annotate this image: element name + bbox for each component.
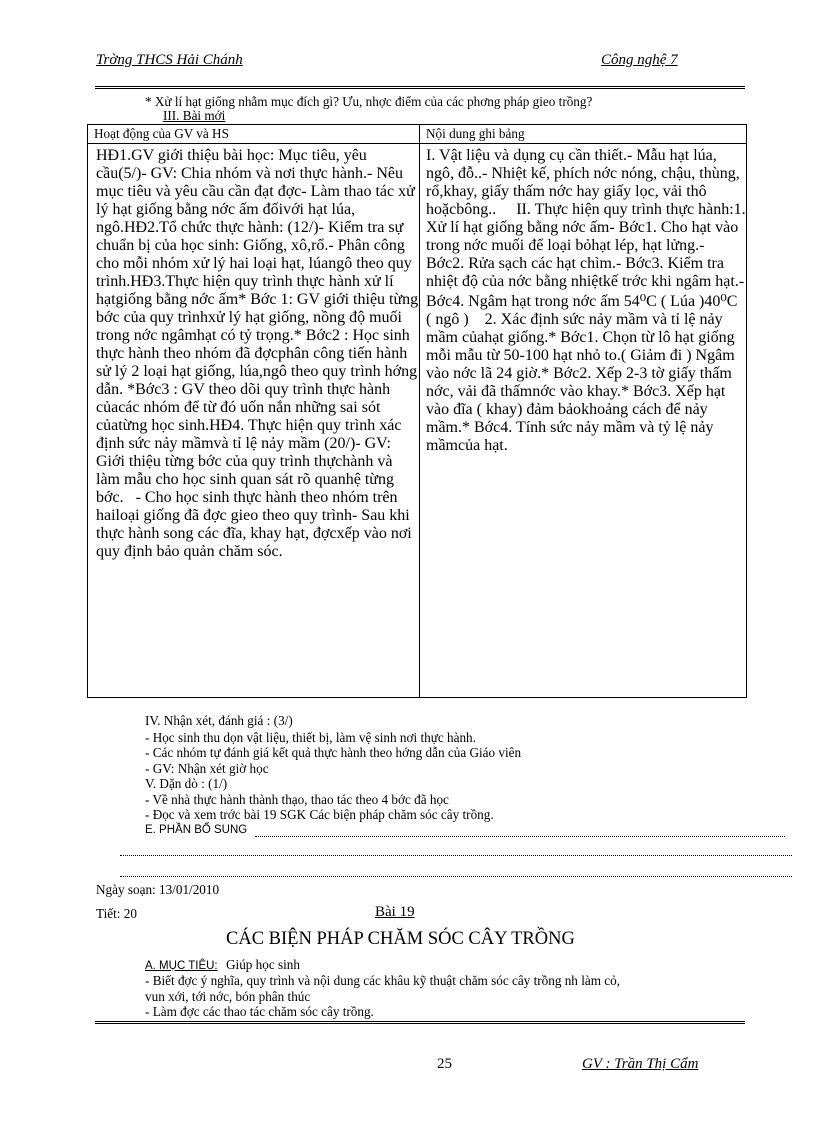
school-name: Trờng THCS Hải Chánh bbox=[96, 52, 243, 68]
board-content-line: nớc vào khay. bbox=[532, 383, 621, 400]
teacher-activity-line: - Làm thao tác xử lý hạt giống bằng nớc ấm đối bbox=[96, 183, 415, 218]
teacher-activity-line: - GV: Chia nhóm và nơi thực hành. bbox=[141, 165, 367, 182]
supplement-line-2 bbox=[120, 855, 792, 856]
board-content-line: của hạt. bbox=[458, 437, 508, 454]
teacher-activity-line: giống bằng nớc ấm bbox=[115, 291, 239, 308]
col2-header: Nội dung ghi bảng bbox=[426, 126, 525, 141]
subject-name: Công nghệ 7 bbox=[601, 52, 678, 68]
teacher-activity-line: xử lý hạt giống, nồng độ muối trong nớc ngâm bbox=[96, 309, 402, 344]
teacher-activity-line: (5/) bbox=[118, 165, 142, 182]
board-content-line: * Bớc3. Xếp hạt vào đĩa ( khay) đảm bảo bbox=[426, 383, 726, 418]
board-content-line: - Bớc1. Cho hạt vào trong nớc muối để loại bỏ bbox=[426, 219, 739, 254]
footer-rule bbox=[95, 1021, 745, 1024]
teacher-activity-line: - Phân công cho mỗi nhóm xử lý hai loại hạt, lúa bbox=[96, 237, 405, 272]
teacher-activity-line: * Bớc 1: GV giới thiệu từng bớc của quy trình bbox=[96, 291, 419, 326]
board-content-line: 100 hạt nhỏ to. bbox=[524, 347, 621, 364]
teacher-activity-line: rổ. bbox=[311, 237, 329, 254]
teacher-activity-line: hệ từng bớc. bbox=[96, 471, 394, 506]
teacher-activity-line: * Bớc2 : Học sinh thực hành theo nhóm đã đợc bbox=[96, 327, 410, 362]
board-content bbox=[420, 144, 746, 455]
lesson-number: Bài 19 bbox=[375, 904, 415, 920]
section-4-title: IV. Nhận xét, đánh giá : (3/) bbox=[145, 713, 293, 728]
section-4-item-1: - Học sinh thu dọn vật liệu, thiết bị, làm vệ sinh nơi thực hành. bbox=[145, 730, 476, 745]
section-5-title: V. Dặn dò : (1/) bbox=[145, 776, 228, 791]
col1-header: Hoạt động của GV và HS bbox=[94, 126, 229, 141]
teacher-activity-line: với hạt lúa, ngô. bbox=[96, 201, 356, 236]
board-content-line: 2. Xác định sức nảy mầm và tỉ lệ nảy mầm của bbox=[426, 311, 723, 346]
section-4-item-3: - GV: Nhận xét giờ học bbox=[145, 761, 269, 776]
teacher-activity-line: hạt có tỷ trọng. bbox=[196, 327, 294, 344]
teacher-activity-line: - Sau khi thực hành song các đĩa, khay hạt, đợc bbox=[96, 507, 410, 542]
board-content-line: hạt giống. bbox=[484, 329, 549, 346]
col2-header-cell bbox=[420, 125, 747, 144]
board-content-line: I. Vật liệu và dụng cụ cần thiết. bbox=[426, 147, 627, 164]
board-content-line: - Bớc2. Rửa sạch các hạt chìm. bbox=[426, 237, 705, 272]
board-content-line: bông.. bbox=[456, 201, 497, 218]
teacher-activity-line: HĐ3.Thực hiện quy trình thực hành xử lí hạt bbox=[96, 273, 394, 308]
teacher-activity-cell bbox=[88, 144, 420, 698]
teacher-activity-line: *Bớc3 : GV theo dõi quy trình thực hành của bbox=[96, 381, 391, 416]
teacher-activity-line: HĐ1.GV giới thiệu bài học: Mục tiêu, yêu cầu bbox=[96, 147, 367, 182]
teacher-activity-line: các nhóm để từ đó uốn nắn những sai sót của bbox=[96, 399, 381, 434]
teacher-activity-line: từng học sinh. bbox=[118, 417, 210, 434]
lesson-table bbox=[87, 124, 747, 698]
teacher-name: GV : Trần Thị Cẩm bbox=[582, 1056, 699, 1072]
teacher-activity-line: loại giống đã đợc gieo theo quy trình bbox=[115, 507, 352, 524]
objective-line-2: vun xới, tới nớc, bón phân thúc bbox=[145, 989, 311, 1004]
period-number: Tiết: 20 bbox=[96, 906, 137, 921]
board-content-line: * Bớc1. Chọn từ lô hạt giống mỗi mẫu từ 50- bbox=[426, 329, 735, 364]
supplement-line-1 bbox=[255, 836, 785, 837]
board-content-cell bbox=[420, 144, 747, 698]
board-content-line: * Bớc4. Tính sức nảy mầm và tỷ lệ nảy mầm bbox=[426, 419, 714, 454]
teacher-activity-line: HĐ4. Thực hiện quy trình xác định sức nảy mầm bbox=[96, 417, 402, 452]
objective-label: A. MỤC TIÊU: bbox=[145, 960, 218, 972]
lesson-title: CÁC BIỆN PHÁP CHĂM SÓC CÂY TRỒNG bbox=[226, 929, 575, 949]
section-3-title: III. Bài mới bbox=[163, 108, 226, 123]
teacher-activity-line: - Kiểm tra sự chuẩn bị của học sinh: Giống, xô, bbox=[96, 219, 404, 254]
review-question: * Xử lí hạt giống nhằm mục đích gì? Ưu, nhợc điểm của các phơng pháp gieo trồng? bbox=[145, 94, 593, 109]
board-content-line: 40⁰C ( ngô ) bbox=[426, 293, 738, 328]
section-4-item-2: - Các nhóm tự đánh giá kết quả thực hành theo hớng dẫn của Giáo viên bbox=[145, 745, 522, 760]
teacher-activity-line: ngô theo quy trình. bbox=[96, 255, 412, 290]
teacher-activity-line: xếp vào nơi quy định bảo quản chăm sóc. bbox=[96, 525, 412, 560]
prep-date: Ngày soạn: 13/01/2010 bbox=[96, 882, 220, 897]
teacher-activity-line: HĐ2.Tổ chức thực hành: (12/) bbox=[124, 219, 319, 236]
supplement-line-3 bbox=[120, 876, 792, 877]
header-rule bbox=[95, 86, 745, 89]
board-content-line: - Bớc3. Kiểm tra nhiệt độ của nớc bằng nhiệt bbox=[426, 255, 724, 290]
board-content-line: ( Giảm đi ) Ngâm vào nớc lã 24 giờ. bbox=[426, 347, 735, 382]
board-content-line: khoảng cách để nảy mầm. bbox=[426, 401, 708, 436]
objective-text: Giúp học sinh bbox=[226, 957, 300, 972]
teacher-activity-content bbox=[88, 144, 419, 561]
teacher-activity-line: - Nêu mục tiêu và yêu cầu cần đạt đợc bbox=[96, 165, 403, 200]
teacher-activity-line: - Cho học sinh thực hành theo nhóm trên hai bbox=[96, 489, 398, 524]
col1-header-cell bbox=[88, 125, 420, 144]
objective-line-3: - Làm đợc các thao tác chăm sóc cây trồng. bbox=[145, 1004, 374, 1019]
board-content-line: hạt lép, hạt lửng. bbox=[591, 237, 700, 254]
section-5-item-2: - Đọc và xem trớc bài 19 SGK Các biện pháp chăm sóc cây trồng. bbox=[145, 807, 494, 822]
board-content-line: - Bớc4. Ngâm hạt trong nớc ấm 54⁰C ( Lúa ) bbox=[426, 273, 745, 310]
objective-line-1: - Biết đợc ý nghĩa, quy trình và nội dung các khâu kỹ thuật chăm sóc cây trồng nh làm cỏ, bbox=[145, 973, 621, 988]
board-content-line: II. Thực hiện quy trình thực hành: bbox=[516, 201, 734, 218]
teacher-activity-line: hành và làm mẫu cho học sinh quan sát rõ quan bbox=[96, 453, 393, 488]
board-content-line: - Nhiệt kế, phích nớc nóng, chậu, thùng, rổ, bbox=[426, 165, 740, 200]
page-number: 25 bbox=[437, 1056, 452, 1072]
teacher-activity-line: phân công tiến hành sử lý 2 loại hạt giống, lúa, bbox=[96, 345, 408, 380]
section-5-item-1: - Về nhà thực hành thành thạo, thao tác theo 4 bớc đã học bbox=[145, 792, 449, 807]
teacher-activity-line: ngô theo quy trình hớng dẫn. bbox=[96, 363, 418, 398]
section-e-title: E. PHẦN BỔ SUNG bbox=[145, 824, 248, 836]
teacher-activity-line: - GV: Giới thiệu từng bớc của quy trình thực bbox=[96, 435, 391, 470]
board-content-line: khay, giấy thấm nớc hay giấy lọc, vải thô hoặc bbox=[426, 183, 707, 218]
board-content-line: - Mẫu hạt lúa, ngô, đỗ.. bbox=[426, 147, 717, 182]
teacher-activity-line: và tỉ lệ nảy mầm (20/) bbox=[213, 435, 356, 452]
board-content-line: * Bớc2. Xếp 2-3 tờ giấy thấm nớc, vải đã thấm bbox=[426, 365, 732, 400]
board-content-line: kế trớc khi ngâm hạt. bbox=[602, 273, 739, 290]
board-content-line: 1. Xử lí hạt giống bằng nớc ấm bbox=[426, 201, 746, 236]
